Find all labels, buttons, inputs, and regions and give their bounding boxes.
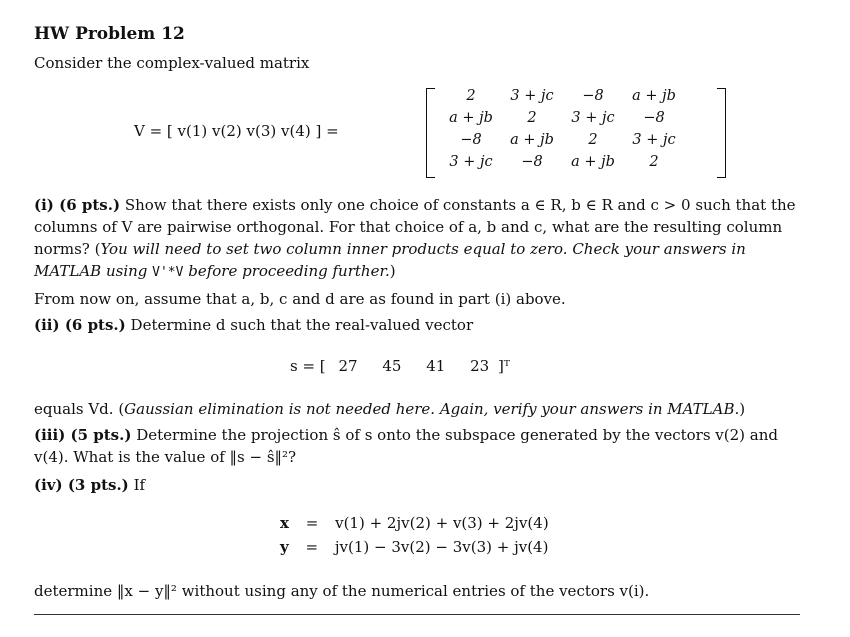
part-i-italic: You will need to set two column inner products equal to zero. Check your answers in MATLAB using <box>34 240 746 280</box>
equals-close: ) <box>739 400 746 418</box>
equation-x <box>280 514 549 532</box>
bottom-divider <box>34 614 800 615</box>
part-ii-text: Determine d such that the real-valued vector <box>130 316 474 334</box>
matrix-cell-r1-c2: 3 + jc <box>510 88 554 104</box>
part-iv-label: (iv) (3 pts.) <box>34 476 129 494</box>
matrix-cell-r1-c1: 2 <box>466 88 476 104</box>
matrix-cell-r3-c4: 3 + jc <box>632 132 676 148</box>
matrix-cell-r1-c4: a + jb <box>632 88 676 104</box>
from-now-text: From now on, assume that a, b, c and d are as found in part (i) above. <box>34 290 566 308</box>
matrix-cell-r3-c1: −8 <box>460 132 482 148</box>
equals-text <box>34 398 800 420</box>
eq-x-rhs: v(1) + 2jv(2) + v(3) + 2jv(4) <box>335 514 549 532</box>
matrix-cell-r1-c3: −8 <box>582 88 604 104</box>
part-ii-label: (ii) (6 pts.) <box>34 316 126 334</box>
final-text: determine ‖x − y‖² without using any of the numerical entries of the vectors v(i). <box>34 582 650 600</box>
eq-y-rhs: jv(1) − 3v(2) − 3v(3) + jv(4) <box>334 538 549 556</box>
matrix-cell-r2-c3: 3 + jc <box>571 110 615 126</box>
eq-x-lhs: x <box>280 514 289 532</box>
part-iii <box>34 424 800 468</box>
part-i <box>34 194 800 284</box>
eq-y-lhs: y <box>280 538 289 556</box>
equation-y <box>280 538 548 556</box>
part-i-text: Show that there exists only one choice of constants a ∈ R, b ∈ R and c > 0 such that the columns of V are pairwise orthogonal. For that choice of a, b and c, what are the resulting column norms? ( <box>34 196 796 258</box>
s-value-2: 45 <box>382 357 402 375</box>
matrix-cell-r4-c1: 3 + jc <box>449 154 493 170</box>
part-iii-label: (iii) (5 pts.) <box>34 426 132 444</box>
s-vector <box>290 357 510 375</box>
part-iii-text: Determine the projection ŝ of s onto the subspace generated by the vectors v(2) and v(4). What is the value of ‖s − ŝ‖²? <box>34 426 778 466</box>
part-ii <box>34 314 800 336</box>
eq-y-equals: = <box>305 538 319 556</box>
part-i-close: ) <box>389 262 396 280</box>
matrix-cell-r4-c2: −8 <box>521 154 543 170</box>
s-vector-lhs: s = [ <box>290 357 326 375</box>
part-i-code: V'*V <box>152 265 184 280</box>
s-value-4: 23 <box>470 357 490 375</box>
eq-x-equals: = <box>305 514 319 532</box>
matrix-cell-r2-c1: a + jb <box>449 110 493 126</box>
matrix-cell-r4-c3: a + jb <box>571 154 615 170</box>
s-value-1: 27 <box>338 357 358 375</box>
matrix-cell-r3-c3: 2 <box>588 132 598 148</box>
left-bracket <box>426 88 435 178</box>
matrix-cell-r4-c4: 2 <box>649 154 659 170</box>
equals-lead: equals Vd. ( <box>34 400 125 418</box>
problem-title: HW Problem 12 <box>34 24 185 44</box>
part-i-italic-end: before proceeding further. <box>183 262 390 280</box>
equals-italic: Gaussian elimination is not needed here. Again, verify your answers in MATLAB. <box>124 400 740 418</box>
part-i-label: (i) (6 pts.) <box>34 196 121 214</box>
s-vector-rhs: ]ᵀ <box>497 357 511 375</box>
part-iv-text: If <box>133 476 146 494</box>
matrix-V <box>426 88 726 180</box>
problem-page <box>34 0 800 637</box>
matrix-lhs: V = [ v(1) v(2) v(3) v(4) ] = <box>134 122 339 140</box>
s-value-3: 41 <box>426 357 446 375</box>
right-bracket <box>717 88 726 178</box>
matrix-grid <box>440 88 684 176</box>
part-iv <box>34 474 800 496</box>
matrix-cell-r3-c2: a + jb <box>510 132 554 148</box>
matrix-cell-r2-c4: −8 <box>643 110 665 126</box>
intro-text: Consider the complex-valued matrix <box>34 54 310 72</box>
matrix-cell-r2-c2: 2 <box>527 110 537 126</box>
